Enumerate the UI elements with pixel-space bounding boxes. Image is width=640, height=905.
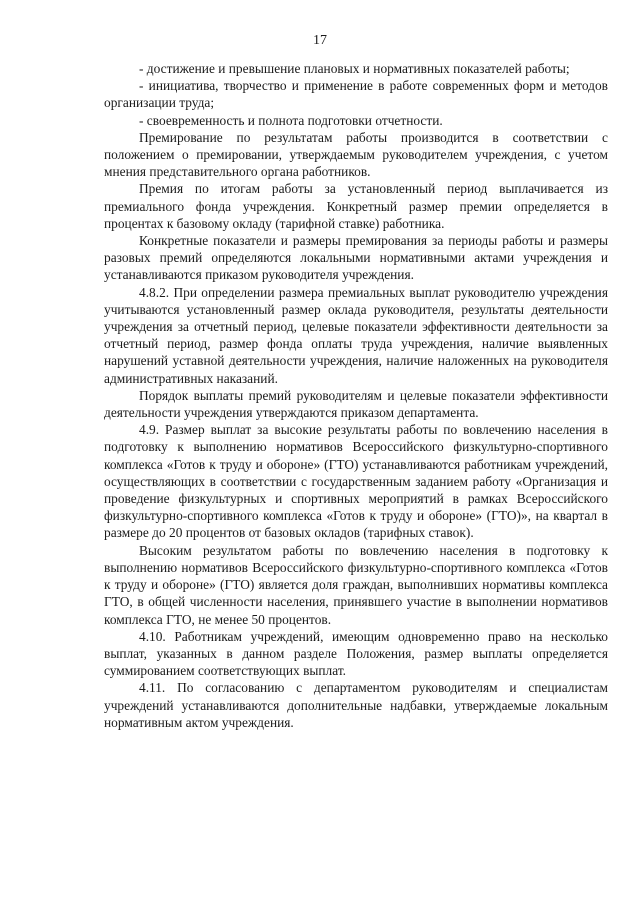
paragraph: Порядок выплаты премий руководителям и целевые показатели эффективности деятельности учреждения утверждаются приказом департамента. xyxy=(104,387,608,421)
body-text xyxy=(104,60,608,731)
paragraph: - своевременность и полнота подготовки отчетности. xyxy=(139,112,443,128)
page-number: 17 xyxy=(313,33,327,48)
paragraph: Премирование по результатам работы производится в соответствии с положением о премировании, утверждаемым руководителем учреждения, с учетом мнения представительного органа работников. xyxy=(104,129,608,180)
paragraph: 4.9. Размер выплат за высокие результаты работы по вовлечению населения в подготовку к выполнению нормативов Всероссийского физкультурно-спортивного комплекса «Готов к труду и обороне» (ГТО) устанавливаются работникам учреждений, осуществляющих в соответствии с государственным заданием работу «Организация и проведение физкультурных и спортивных мероприятий в рамках Всероссийского физкультурно-спортивного комплекса «Готов к труду и обороне» (ГТО)», на квартал в размере до 20 процентов от базовых окладов (тарифных ставок). xyxy=(104,422,608,541)
paragraph: Высоким результатом работы по вовлечению населения в подготовку к выполнению нормативов Всероссийского физкультурно-спортивного комплекса «Готов к труду и обороне» (ГТО) является доля граждан, выполнивших нормативы комплекса ГТО, в общей численности населения, принявшего участие в выполнении нормативов комплекса ГТО, не менее 50 процентов. xyxy=(104,542,608,627)
paragraph: 4.10. Работникам учреждений, имеющим одновременно право на несколько выплат, указанных в данном разделе Положения, размер выплаты определяется суммированием соответствующих выплат. xyxy=(104,628,608,679)
paragraph: 4.8.2. При определении размера премиальных выплат руководителю учреждения учитываются установленный размер оклада руководителя, результаты деятельности учреждения за отчетный период, целевые показатели эффективности деятельности за отчетный период, размер фонда оплаты труда учреждения, наличие выявленных нарушений уставной деятельности учреждения, наличие наложенных на руководителя административных наказаний. xyxy=(104,284,608,386)
paragraph: Конкретные показатели и размеры премирования за периоды работы и размеры разовых премий определяются локальными нормативными актами учреждения и устанавливаются приказом руководителя учреждения. xyxy=(104,233,608,283)
paragraph: - достижение и превышение плановых и нормативных показателей работы; xyxy=(139,61,570,76)
paragraph: 4.11. По согласованию с департаментом руководителям и специалистам учреждений устанавливаются дополнительные надбавки, утверждаемые локальным нормативным актом учреждения. xyxy=(104,680,608,730)
paragraph: Премия по итогам работы за установленный период выплачивается из премиального фонда учреждения. Конкретный размер премии определяется в процентах к базовому окладу (тарифной ставке) работника. xyxy=(104,181,608,231)
paragraph: - инициатива, творчество и применение в работе современных форм и методов организации труда; xyxy=(104,78,608,111)
